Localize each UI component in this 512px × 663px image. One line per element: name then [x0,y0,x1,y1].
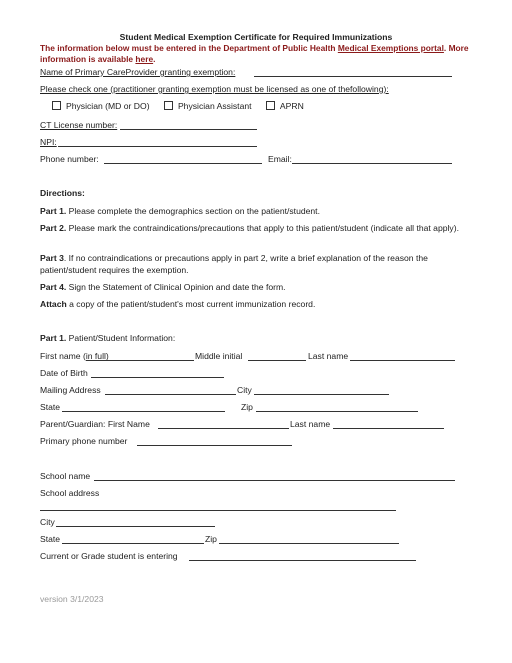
physician-assistant-checkbox[interactable] [164,101,173,110]
provider-name-label: Name of Primary CareProvider granting exemption: [40,67,236,77]
direction-part4: Part 4. Sign the Statement of Clinical Opinion and date the form. [40,282,286,292]
school-address-label: School address [40,488,100,498]
state-label: State [40,402,61,412]
option-physician[interactable]: Physician (MD or DO) [52,101,150,111]
physician-checkbox[interactable] [52,101,61,110]
guardian-first-name-field[interactable] [158,428,289,429]
aprn-checkbox[interactable] [266,101,275,110]
state-field[interactable] [62,411,225,412]
provider-name-row [40,67,235,78]
direction-part1: Part 1. Please complete the demographics section on the patient/student. [40,206,320,216]
guardian-last-name-label: Last name [290,419,331,429]
email-field[interactable] [292,163,452,164]
zip-field[interactable] [256,411,418,412]
more-info-here-link[interactable]: here [135,54,154,64]
ct-license-label: CT License number: [40,120,118,130]
school-name-field[interactable] [94,480,455,481]
school-city-label: City [40,517,55,527]
first-name-label: First name (in full) [40,351,109,361]
page-title: Student Medical Exemption Certificate for Required Immunizations [119,32,393,42]
guardian-first-name-label: Parent/Guardian: First Name [40,419,150,429]
provider-name-field[interactable] [254,76,452,77]
direction-part3: Part 3. If no contraindications or precautions apply in part 2, write a brief explanation of the reason the patient/student requires the exemption. [40,253,428,275]
version-footer: version 3/1/2023 [40,594,104,604]
city-label: City [237,385,252,395]
phone-label: Phone number: [40,154,99,164]
grade-field[interactable] [189,560,416,561]
mailing-address-label: Mailing Address [40,385,101,395]
first-name-field[interactable] [86,360,194,361]
license-type-instruction: Please check one (practitioner granting exemption must be licensed as one of thefollowing): [40,84,389,94]
primary-phone-label: Primary phone number [40,436,128,446]
school-state-label: State [40,534,61,544]
zip-label: Zip [241,402,253,412]
school-zip-label: Zip [205,534,217,544]
middle-initial-label: Middle initial [195,351,243,361]
dob-label: Date of Birth [40,368,88,378]
email-label: Email: [268,154,292,164]
school-zip-field[interactable] [219,543,399,544]
npi-field[interactable] [58,146,257,147]
option-aprn[interactable]: APRN [266,101,304,111]
school-name-label: School name [40,471,91,481]
portal-notice: The information below must be entered in the Department of Public Health Medical Exemptions portal. More information is available here. [40,43,469,64]
school-city-field[interactable] [56,526,215,527]
last-name-label: Last name [308,351,349,361]
school-state-field[interactable] [62,543,204,544]
ct-license-field[interactable] [120,129,257,130]
guardian-last-name-field[interactable] [333,428,444,429]
npi-label: NPI: [40,137,57,147]
license-type-options [52,101,316,112]
option-physician-assistant[interactable]: Physician Assistant [164,101,252,111]
primary-phone-field[interactable] [137,445,292,446]
city-field[interactable] [254,394,389,395]
mailing-address-field[interactable] [105,394,236,395]
dob-field[interactable] [91,377,224,378]
middle-initial-field[interactable] [248,360,306,361]
phone-field[interactable] [104,163,262,164]
direction-part2: Part 2. Please mark the contraindications/precautions that apply to this patient/student (indicate all that apply). [40,223,459,233]
direction-attach: Attach a copy of the patient/student's most current immunization record. [40,299,316,309]
school-address-field[interactable] [40,510,396,511]
medical-exemptions-portal-link[interactable]: Medical Exemptions portal [337,43,444,53]
last-name-field[interactable] [350,360,455,361]
grade-label: Current or Grade student is entering [40,551,178,561]
part1-heading: Part 1. Patient/Student Information: [40,333,176,343]
directions-heading: Directions: [40,188,85,198]
